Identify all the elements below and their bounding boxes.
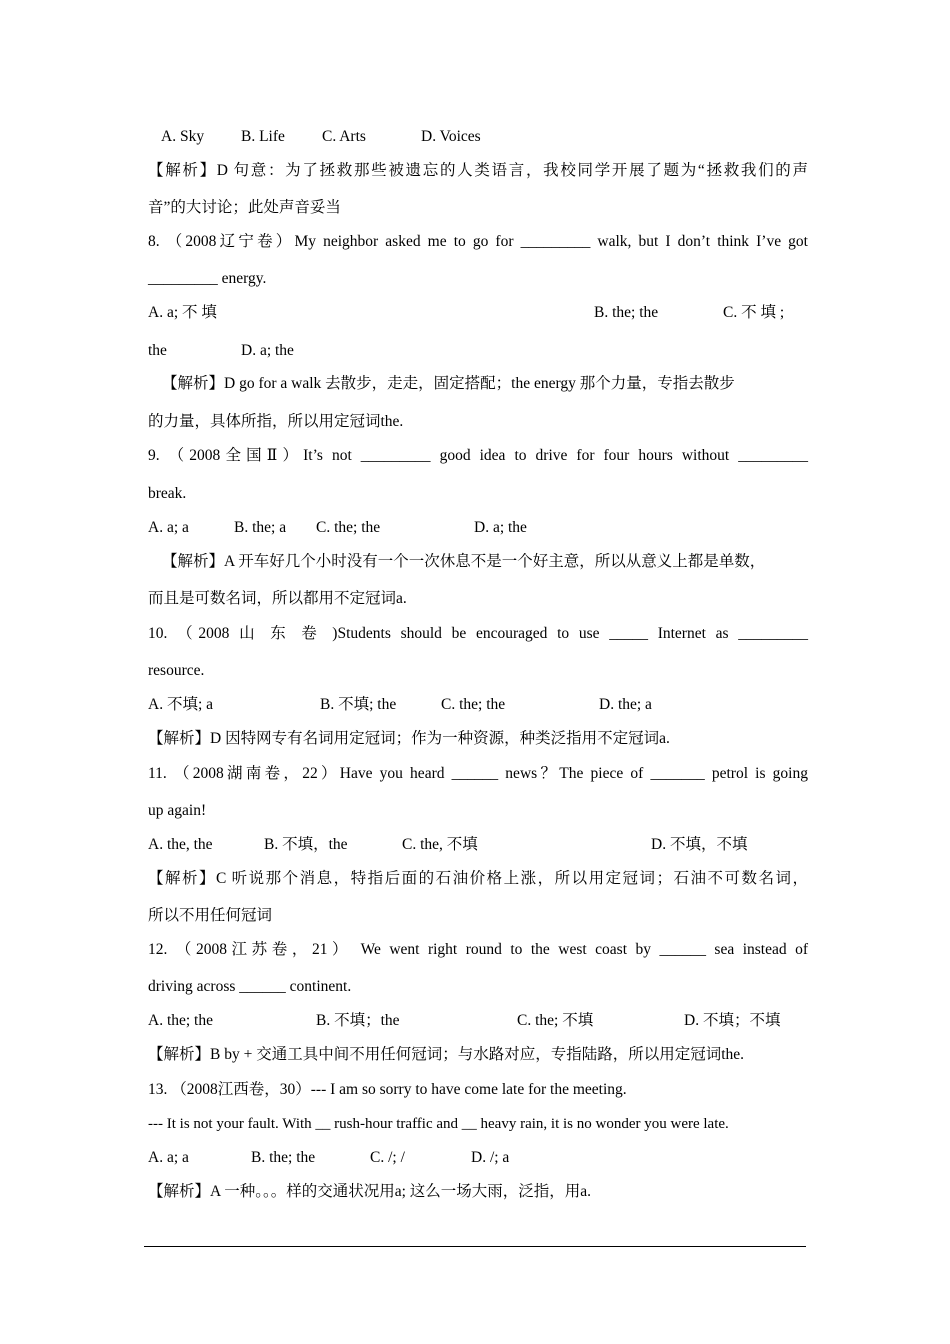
q13-question-line2: --- It is not your fault. With __ rush-hour traffic and __ heavy rain, it is no wonder you were late. xyxy=(148,1116,729,1132)
q9-question-line1: 9. （2008全国Ⅱ）It’s not _________ good idea to drive for four hours without _________ xyxy=(148,447,808,464)
q9-question-line2: break. xyxy=(148,485,187,502)
q12-question-line2: driving across ______ continent. xyxy=(148,978,352,995)
q11-option-c: C. the, 不填 xyxy=(402,836,478,853)
q7-analysis-line1: 【解析】D 句意：为了拯救那些被遗忘的人类语言，我校同学开展了题为“拯救我们的声 xyxy=(148,162,808,179)
q10-option-c: C. the; the xyxy=(441,696,506,713)
q11-question-line2: up again! xyxy=(148,802,207,819)
q8-analysis-line2: 的力量，具体所指，所以用定冠词the. xyxy=(148,413,404,430)
footer-rule xyxy=(144,1246,806,1247)
q8-question-line1: 8. （2008辽宁卷）My neighbor asked me to go for _________ walk, but I don’t think I’ve got xyxy=(148,233,808,250)
q10-option-a: A. 不填; a xyxy=(148,696,214,713)
q12-option-c: C. the; 不填 xyxy=(517,1012,594,1029)
q8-option-a: A. a; 不 填 xyxy=(148,304,217,321)
q8-option-c: C. 不 填 ; xyxy=(723,304,785,321)
q7-option-c: C. Arts xyxy=(322,128,366,145)
q10-option-b: B. 不填; the xyxy=(320,696,397,713)
q8-option-b: B. the; the xyxy=(594,304,659,321)
q10-analysis: 【解析】D 因特网专有名词用定冠词；作为一种资源，种类泛指用不定冠词a. xyxy=(148,730,670,747)
q13-option-a: A. a; a xyxy=(148,1149,189,1166)
q7-analysis-line2: 音”的大讨论；此处声音妥当 xyxy=(148,199,341,216)
q11-analysis-line1: 【解析】C 听说那个消息，特指后面的石油价格上涨，所以用定冠词；石油不可数名词， xyxy=(148,870,808,887)
q9-option-d: D. a; the xyxy=(474,519,527,536)
q12-option-d: D. 不填；不填 xyxy=(684,1012,781,1029)
q7-option-a: A. Sky xyxy=(161,128,205,145)
q11-analysis-line2: 所以不用任何冠词 xyxy=(148,907,273,924)
q13-analysis: 【解析】A 一种。。。样的交通状况用a; 这么一场大雨，泛指，用a. xyxy=(148,1183,592,1200)
q9-option-b: B. the; a xyxy=(234,519,287,536)
q12-analysis: 【解析】B by + 交通工具中间不用任何冠词；与水路对应，专指陆路，所以用定冠词the. xyxy=(148,1046,745,1063)
q12-question-line1: 12. （2008江苏卷，21） We went right round to the west coast by ______ sea instead of xyxy=(148,941,808,958)
q11-option-d: D. 不填，不填 xyxy=(651,836,748,853)
q13-option-b: B. the; the xyxy=(251,1149,316,1166)
q10-question-line1: 10. （2008 山 东 卷 )Students should be encouraged to use _____ Internet as _________ xyxy=(148,625,808,642)
q12-option-a: A. the; the xyxy=(148,1012,213,1029)
q11-question-line1: 11. （2008湖南卷，22）Have you heard ______ news？The piece of _______ petrol is going xyxy=(148,765,808,782)
q9-analysis-line2: 而且是可数名词，所以都用不定冠词a. xyxy=(148,590,407,607)
q9-option-c: C. the; the xyxy=(316,519,381,536)
q10-question-line2: resource. xyxy=(148,662,205,679)
q11-option-a: A. the, the xyxy=(148,836,213,853)
q13-question-line1: 13. （2008江西卷，30）--- I am so sorry to have come late for the meeting. xyxy=(148,1081,627,1098)
q10-option-d: D. the; a xyxy=(599,696,652,713)
q7-option-d: D. Voices xyxy=(421,128,481,145)
q9-option-a: A. a; a xyxy=(148,519,189,536)
q7-option-b: B. Life xyxy=(241,128,285,145)
q8-option-c-cont: the xyxy=(148,342,167,359)
q11-option-b: B. 不填，the xyxy=(264,836,348,853)
q8-analysis-line1: 【解析】D go for a walk 去散步，走走，固定搭配；the energy 那个力量，专指去散步 xyxy=(162,375,735,392)
q13-option-d: D. /; a xyxy=(471,1149,510,1166)
q8-option-d: D. a; the xyxy=(241,342,294,359)
q13-option-c: C. /; / xyxy=(370,1149,405,1166)
q12-option-b: B. 不填；the xyxy=(316,1012,400,1029)
q8-question-line2: _________ energy. xyxy=(148,270,267,287)
q9-analysis-line1: 【解析】A 开车好几个小时没有一个一次休息不是一个好主意，所以从意义上都是单数， xyxy=(162,553,766,570)
